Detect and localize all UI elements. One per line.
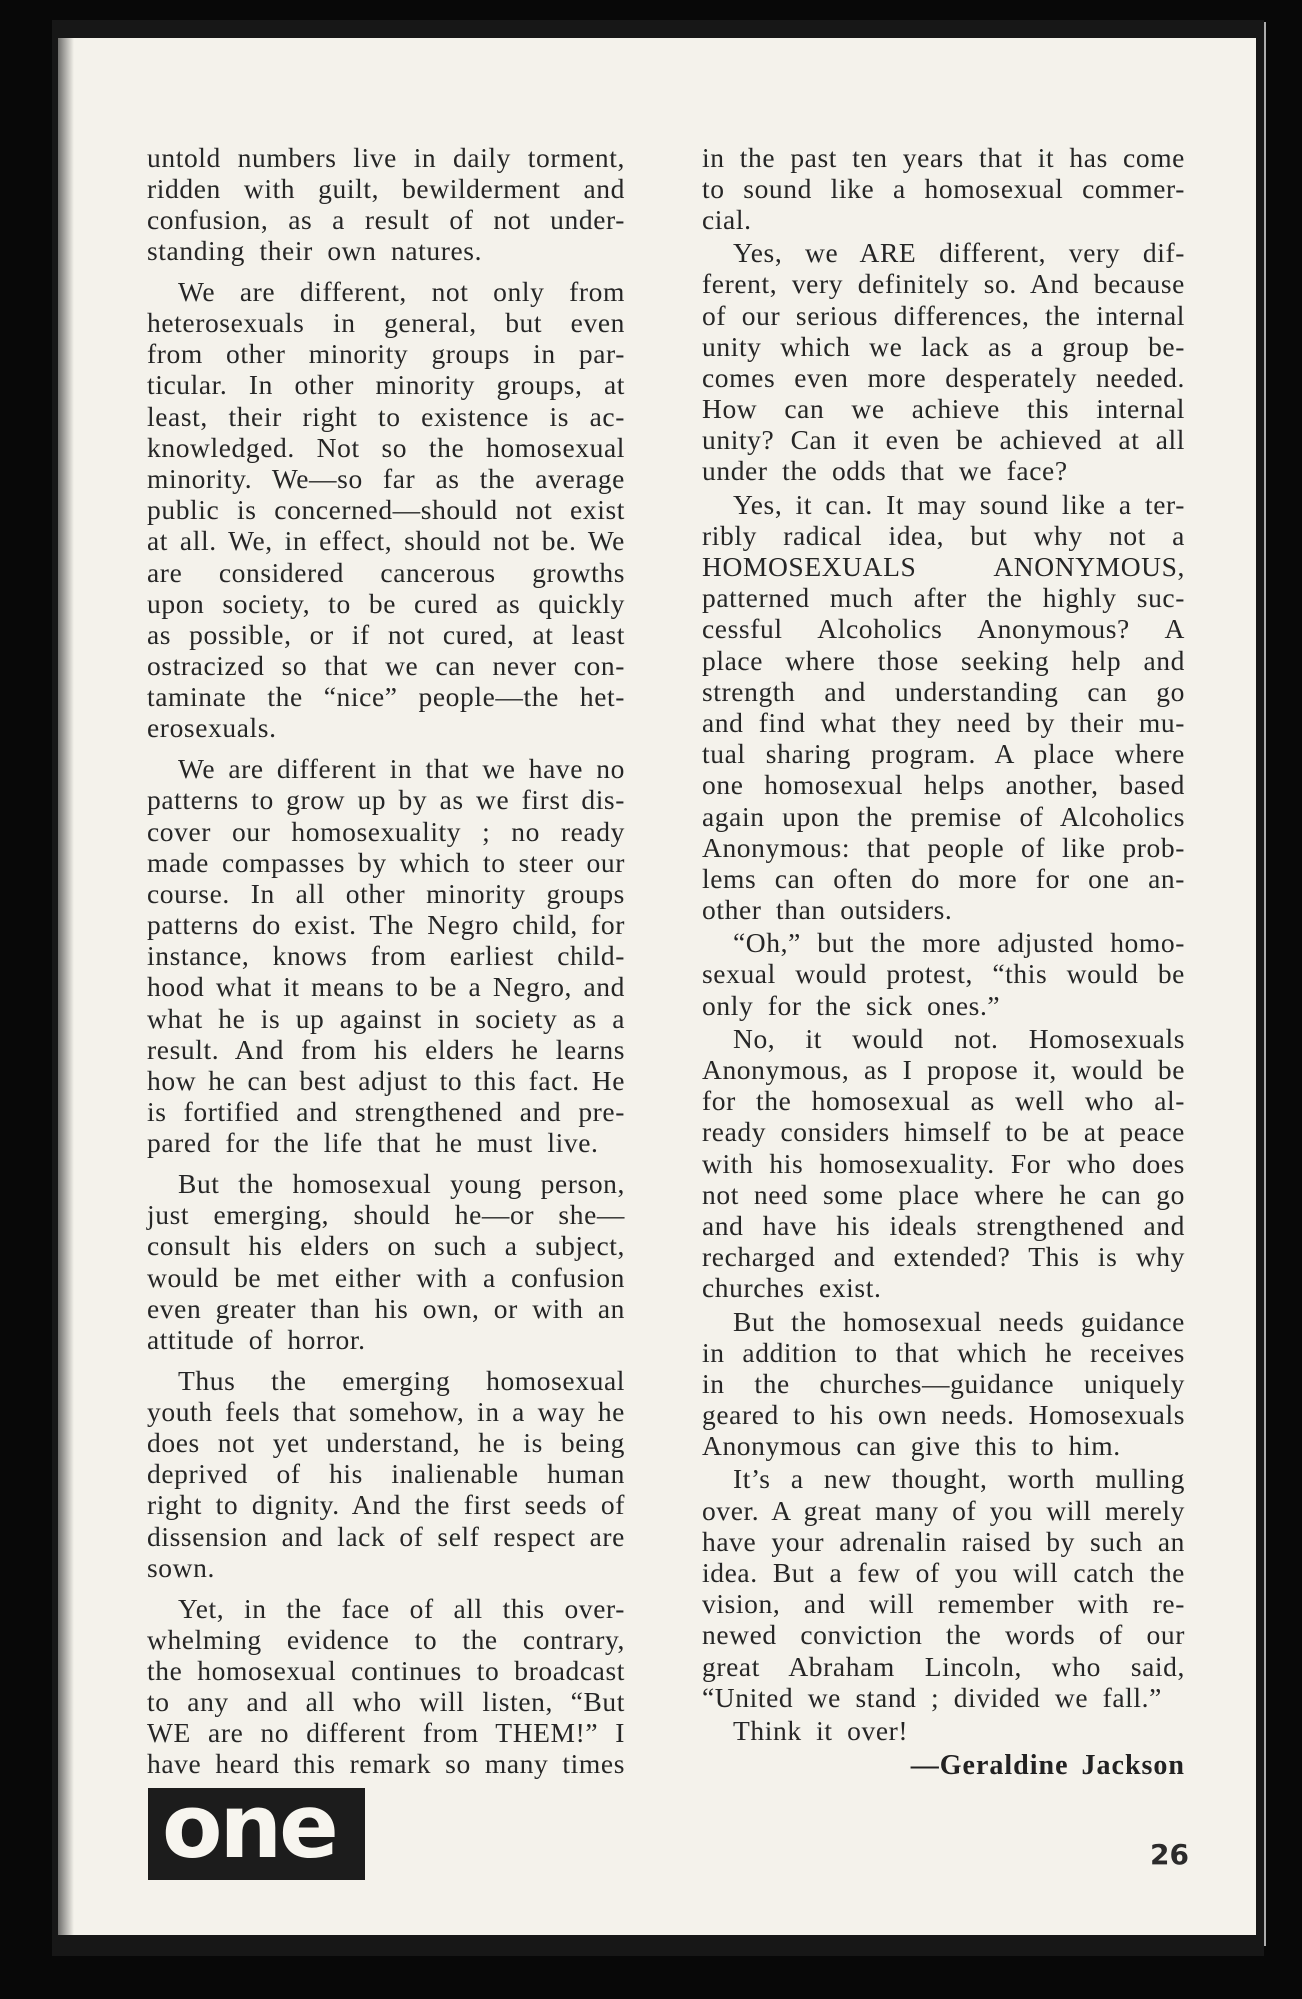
author-signature: —Geraldine Jackson bbox=[910, 1750, 1185, 1782]
text-line: But the homosexual young person, bbox=[178, 1168, 625, 1200]
text-line: Anonymous: that people of like prob- bbox=[702, 831, 1185, 863]
text-line: upon society, to be cured as quickly bbox=[147, 587, 625, 619]
text-line: in addition to that which he receives bbox=[702, 1336, 1185, 1368]
text-line: in the churches—guidance uniquely bbox=[702, 1367, 1185, 1399]
text-line: Yet, in the face of all this over- bbox=[178, 1592, 625, 1624]
text-line: over. A great many of you will merely bbox=[702, 1494, 1185, 1526]
text-line: “United we stand ; divided we fall.” bbox=[702, 1681, 1162, 1713]
paragraph bbox=[702, 927, 1185, 1021]
text-line: taminate the “nice” people—the het- bbox=[147, 681, 625, 713]
text-line: sexual would protest, “this would be bbox=[702, 958, 1185, 990]
text-line: “Oh,” but the more adjusted homo- bbox=[733, 927, 1185, 959]
text-line: HOMOSEXUALS ANONYMOUS, bbox=[702, 551, 1185, 583]
text-line: erosexuals. bbox=[147, 712, 277, 744]
text-line: at all. We, in effect, should not be. We bbox=[147, 525, 625, 557]
text-line: deprived of his inalienable human bbox=[147, 1458, 625, 1490]
text-line: right to dignity. And the first seeds of bbox=[147, 1489, 625, 1521]
text-line: But the homosexual needs guidance bbox=[733, 1305, 1185, 1337]
text-line: youth feels that somehow, in a way he bbox=[147, 1395, 625, 1427]
text-line: ferent, very definitely so. And because bbox=[702, 268, 1185, 300]
paragraph bbox=[702, 142, 1185, 236]
text-line: We are different, not only from bbox=[178, 275, 625, 307]
text-line: Think it over! bbox=[733, 1714, 909, 1746]
text-line: to sound like a homosexual commer- bbox=[702, 172, 1185, 204]
text-line: patterns do exist. The Negro child, for bbox=[147, 909, 625, 941]
text-line: whelming evidence to the contrary, bbox=[147, 1623, 625, 1655]
text-line: public is concerned—should not exist bbox=[147, 494, 625, 526]
text-line: made compasses by which to steer our bbox=[147, 846, 625, 878]
text-line: comes even more desperately needed. bbox=[702, 361, 1185, 393]
text-line: not need some place where he can go bbox=[702, 1178, 1185, 1210]
text-line: heterosexuals in general, but even bbox=[147, 307, 625, 339]
text-line: untold numbers live in daily torment, bbox=[147, 141, 625, 173]
text-line: cover our homosexuality ; no ready bbox=[147, 815, 625, 847]
text-line: how he can best adjust to this fact. He bbox=[147, 1065, 625, 1097]
text-line: of our serious differences, the internal bbox=[702, 299, 1185, 331]
text-line: unity? Can it even be achieved at all bbox=[702, 424, 1185, 456]
text-line: dissension and lack of self respect are bbox=[147, 1520, 625, 1552]
text-line: unity which we lack as a group be- bbox=[702, 330, 1185, 362]
text-line: Thus the emerging homosexual bbox=[178, 1364, 625, 1396]
text-line: have heard this remark so many times bbox=[147, 1748, 625, 1780]
text-line: confusion, as a result of not under- bbox=[147, 203, 625, 235]
publication-logo bbox=[148, 1788, 365, 1880]
paragraph bbox=[147, 1168, 625, 1355]
text-line: course. In all other minority groups bbox=[147, 877, 625, 909]
text-line: consult his elders on such a subject, bbox=[147, 1230, 625, 1262]
paragraph bbox=[147, 753, 625, 1158]
text-line: Yes, we ARE different, very dif- bbox=[733, 237, 1185, 269]
text-line: other than outsiders. bbox=[702, 894, 953, 926]
text-line: and find what they need by their mu- bbox=[702, 706, 1185, 738]
text-line: one homosexual helps another, based bbox=[702, 769, 1185, 801]
text-line: ticular. In other minority groups, at bbox=[147, 369, 625, 401]
text-line: to any and all who will listen, “But bbox=[147, 1686, 625, 1718]
text-line: WE are no different from THEM!” I bbox=[147, 1717, 625, 1749]
text-line: from other minority groups in par- bbox=[147, 338, 625, 370]
text-line: No, it would not. Homosexuals bbox=[733, 1022, 1185, 1054]
text-line: as possible, or if not cured, at least bbox=[147, 618, 625, 650]
text-line: patterns to grow up by as we first dis- bbox=[147, 784, 625, 816]
text-line: pared for the life that he must live. bbox=[147, 1127, 599, 1159]
text-line: cessful Alcoholics Anonymous? A bbox=[702, 613, 1185, 645]
text-line: attitude of horror. bbox=[147, 1324, 366, 1356]
text-line: for the homosexual as well who al- bbox=[702, 1085, 1185, 1117]
paragraph bbox=[702, 1023, 1185, 1304]
text-line: It’s a new thought, worth mulling bbox=[733, 1463, 1185, 1495]
text-line: tual sharing program. A place where bbox=[702, 738, 1185, 770]
byline bbox=[702, 1750, 1185, 1781]
text-line: churches exist. bbox=[702, 1272, 882, 1304]
text-line: lems can often do more for one an- bbox=[702, 862, 1185, 894]
text-line: strength and understanding can go bbox=[702, 675, 1185, 707]
text-line: again upon the premise of Alcoholics bbox=[702, 800, 1185, 832]
text-line: are considered cancerous growths bbox=[147, 556, 625, 588]
text-line: great Abraham Lincoln, who said, bbox=[702, 1650, 1185, 1682]
text-line: does not yet understand, he is being bbox=[147, 1427, 625, 1459]
text-line: would be met either with a confusion bbox=[147, 1261, 625, 1293]
text-line: place where those seeking help and bbox=[702, 644, 1185, 676]
text-line: Anonymous can give this to him. bbox=[702, 1430, 1121, 1462]
right-column bbox=[702, 142, 1185, 1782]
paragraph bbox=[147, 1365, 625, 1583]
text-line: in the past ten years that it has come bbox=[702, 141, 1185, 173]
page-number: 26 bbox=[1150, 1838, 1189, 1871]
text-line: the homosexual continues to broadcast bbox=[147, 1654, 625, 1686]
paragraph bbox=[147, 276, 625, 744]
text-line: what he is up against in society as a bbox=[147, 1002, 625, 1034]
text-line: least, their right to existence is ac- bbox=[147, 400, 625, 432]
binding-edge bbox=[1264, 22, 1266, 1946]
text-line: even greater than his own, or with an bbox=[147, 1292, 625, 1324]
paragraph bbox=[702, 489, 1185, 926]
text-line: only for the sick ones.” bbox=[702, 989, 1001, 1021]
paragraph bbox=[147, 1593, 625, 1780]
paragraph bbox=[702, 1463, 1185, 1713]
paragraph bbox=[702, 237, 1185, 487]
text-line: geared to his own needs. Homosexuals bbox=[702, 1399, 1185, 1431]
text-line: is fortified and strengthened and pre- bbox=[147, 1096, 625, 1128]
text-line: ready considers himself to be at peace bbox=[702, 1116, 1185, 1148]
text-line: just emerging, should he—or she— bbox=[147, 1199, 625, 1231]
text-line: with his homosexuality. For who does bbox=[702, 1147, 1185, 1179]
paragraph bbox=[702, 1306, 1185, 1462]
text-line: recharged and extended? This is why bbox=[702, 1241, 1185, 1273]
logo-wordmark: one bbox=[162, 1788, 336, 1878]
text-line: vision, and will remember with re- bbox=[702, 1588, 1185, 1620]
text-line: We are different in that we have no bbox=[178, 753, 625, 785]
text-line: have your adrenalin raised by such an bbox=[702, 1525, 1185, 1557]
text-line: hood what it means to be a Negro, and bbox=[147, 971, 625, 1003]
text-line: minority. We—so far as the average bbox=[147, 462, 625, 494]
text-line: ribly radical idea, but why not a bbox=[702, 519, 1185, 551]
left-column bbox=[147, 142, 625, 1780]
paragraph bbox=[702, 1715, 1185, 1746]
text-line: Anonymous, as I propose it, would be bbox=[702, 1054, 1185, 1086]
text-line: and have his ideals strengthened and bbox=[702, 1209, 1185, 1241]
text-line: Yes, it can. It may sound like a ter- bbox=[733, 488, 1185, 520]
text-line: knowledged. Not so the homosexual bbox=[147, 431, 625, 463]
text-line: patterned much after the highly suc- bbox=[702, 582, 1185, 614]
text-line: standing their own natures. bbox=[147, 235, 483, 267]
text-line: How can we achieve this internal bbox=[702, 393, 1185, 425]
text-line: ridden with guilt, bewilderment and bbox=[147, 172, 625, 204]
paragraph bbox=[147, 142, 625, 267]
text-line: sown. bbox=[147, 1551, 215, 1583]
text-line: cial. bbox=[702, 203, 752, 235]
text-line: ostracized so that we can never con- bbox=[147, 650, 625, 682]
text-line: idea. But a few of you will catch the bbox=[702, 1557, 1185, 1589]
text-line: instance, knows from earliest child- bbox=[147, 940, 625, 972]
text-line: newed conviction the words of our bbox=[702, 1619, 1185, 1651]
text-line: under the odds that we face? bbox=[702, 455, 1068, 487]
text-line: result. And from his elders he learns bbox=[147, 1033, 625, 1065]
